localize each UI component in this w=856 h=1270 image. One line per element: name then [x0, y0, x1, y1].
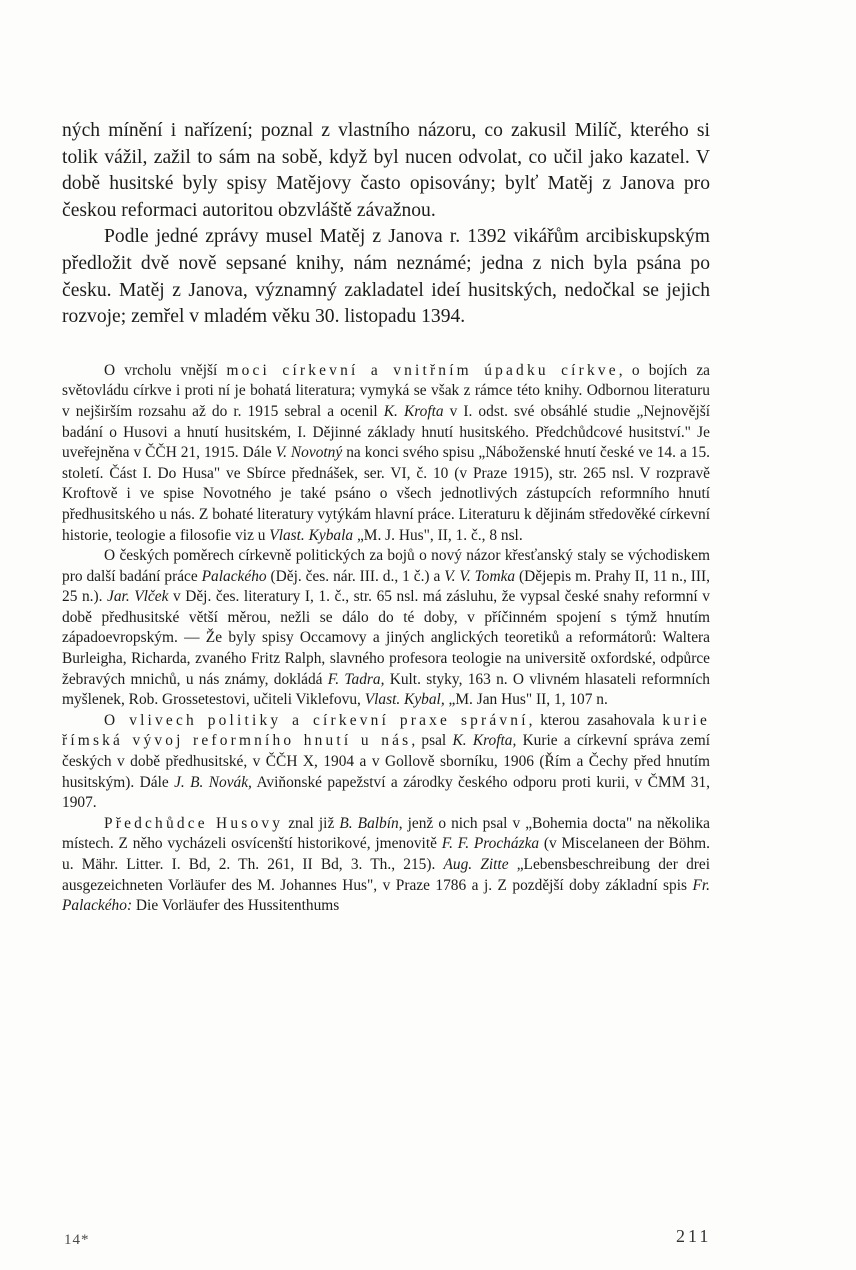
note-paragraph-4: Předchůdce Husovy znal již B. Balbín, jenž o nich psal v „Bohemia docta" na několika místech. Z něho vycházeli osvícenští historikové, jmenovitě F. F. Procházka (v Miscelaneen der Böhm. u. Mähr. Litter. I. Bd, 2. Th. 261, II Bd, 3. Th., 215). Aug. Zitte „Lebensbeschreibung der drei ausgezeichneten Vorläufer des M. Johannes Hus", v Praze 1786 a j. Z pozdější doby základní spis Fr. Palackého: Die Vorläufer des Hussitenthums [62, 814, 710, 915]
main-paragraph-2: Podle jedné zprávy musel Matěj z Janova r. 1392 vikářům arcibiskupským předložit dvě nově sepsané knihy, nám neznámé; jedna z nich byla psána po česku. Matěj z Janova, významný zakladatel ideí husitských, nedočkal se jejich rozvoje; zemřel v mladém věku 30. listopadu 1394. [62, 226, 710, 328]
page-number: 211 [676, 1226, 712, 1246]
main-text [62, 118, 710, 331]
sheet-signature: 14* [64, 1232, 90, 1248]
footnotes [62, 361, 710, 917]
note-paragraph-2: O českých poměrech církevně politických za bojů o nový názor křesťanský staly se východiskem pro další badání práce Palackého (Děj. čes. nár. III. d., 1 č.) a V. V. Tomka (Dějepis m. Prahy II, 11 n., III, 25 n.). Jar. Vlček v Děj. čes. literatury I, 1. č., str. 65 nsl. má zásluhu, že vypsal české snahy reformní v době předhusitské větší měrou, nežli se dálo do té doby, v příčinném spojení s týmž hnutím západoevropským. — Že byly spisy Occamovy a jiných anglických teoretiků a reformátorů: Waltera Burleigha, Richarda, zvaného Fritz Ralph, slavného profesora teologie na universitě oxfordské, odpůrce žebravých mnichů, u nás známy, dokládá F. Tadra, Kult. styky, 163 n. O vlivném hlasateli reformních myšlenek, Rob. Grossetestovi, učiteli Viklefovu, Vlast. Kybal, „M. Jan Hus" II, 1, 107 n. [62, 547, 710, 709]
note-paragraph-3: O vlivech politiky a církevní praxe správní, kterou zasahovala kurie římská vývoj reformního hnutí u nás, psal K. Krofta, Kurie a církevní správa zemí českých v době předhusitské, v ČČH X, 1904 a v Gollově sborníku, 1906 (Řím a Čechy před hnutím husitským). Dále J. B. Novák, Aviňonské papežství a zárodky českého odporu proti kurii, v ČMM 31, 1907. [62, 711, 710, 812]
page-body [62, 118, 710, 917]
main-paragraph-1: ných mínění i nařízení; poznal z vlastního názoru, co zakusil Milíč, kterého si tolik vážil, zažil to sám na sobě, když byl nucen odvolat, co učil jako kazatel. V době husitské byly spisy Matějovy často opisovány; bylť Matěj z Janova pro českou reformaci autoritou obzvláště závažnou. [62, 120, 710, 221]
note-paragraph-1: O vrcholu vnější moci církevní a vnitřním úpadku církve, o bojích za světovládu církve i proti ní je bohatá literatura; vymyká se však z rámce této knihy. Odbornou literaturu v nejširším rozsahu až do r. 1915 sebral a ocenil K. Krofta v I. odst. své obsáhlé studie „Nejnovější badání o Husovi a hnutí husitském, I. Dějinné základy hnutí husitského. Předchůdcové husitství." Je uveřejněna v ČČH 21, 1915. Dále V. Novotný na konci svého spisu „Náboženské hnutí české ve 14. a 15. století. Část I. Do Husa" ve Sbírce přednášek, ser. VI, č. 10 (v Praze 1915), str. 265 nsl. V rozpravě Kroftově i ve spise Novotného je také psáno o všech jednotlivých zástupcích reformního hnutí předhusitského u nás. Z bohaté literatury vytýkám hlavní práce. Literaturu k dějinám středověké církevní historie, teologie a filosofie viz u Vlast. Kybala „M. J. Hus", II, 1. č., 8 nsl. [62, 361, 711, 544]
